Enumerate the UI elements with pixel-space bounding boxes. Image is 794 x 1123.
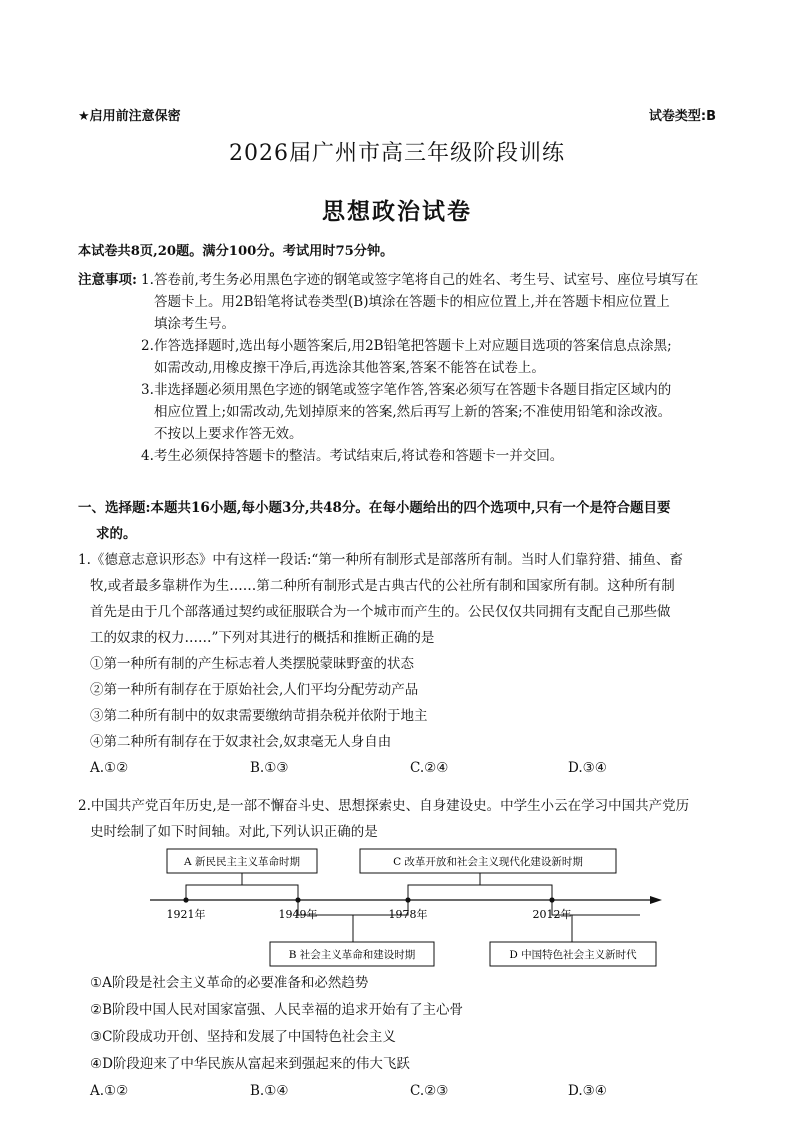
section-line: 求的。 <box>96 526 137 542</box>
notice-line: 考生必须保持答题卡的整洁。考试结束后,将试卷和答题卡一并交回。 <box>154 448 564 464</box>
question-1 <box>78 547 728 781</box>
statement: ③C阶段成功开创、坚持和发展了中国特色社会主义 <box>90 1029 396 1045</box>
notice-line: 作答选择题时,选出每小题答案后,用2B铅笔把答题卡上对应题目选项的答案信息点涂黑; <box>154 338 672 354</box>
notice-item <box>141 335 731 379</box>
option-a[interactable]: A.①② <box>90 760 129 776</box>
period-label-a: A 新民民主主义革命时期 <box>184 856 300 868</box>
section-heading <box>78 495 728 547</box>
option-d[interactable]: D.③④ <box>568 1083 607 1099</box>
notice-item-number: 3. <box>141 382 154 398</box>
question-stem-line: 史时绘制了如下时间轴。对此,下列认识正确的是 <box>90 824 378 840</box>
question-2 <box>78 793 728 845</box>
notice-item <box>141 445 731 467</box>
question-2-choices <box>78 970 728 1104</box>
paper-type: 试卷类型:B <box>648 109 716 124</box>
question-stem-line: 牧,或者最多靠耕作为生……第二种所有制形式是古典古代的公社所有制和国家所有制。这种所有制 <box>90 578 675 594</box>
notice-item <box>141 379 731 445</box>
option-b[interactable]: B.①③ <box>250 760 289 776</box>
party-history-timeline <box>140 845 670 970</box>
notice-items <box>141 269 731 467</box>
notice-item-number: 4. <box>141 448 154 464</box>
subject-title: 思想政治试卷 <box>322 198 472 225</box>
period-bracket-a <box>186 885 298 900</box>
notice-line: 相应位置上;如需改动,先划掉原来的答案,然后再写上新的答案;不准使用铅笔和涂改液。 <box>154 404 672 420</box>
statement: ①A阶段是社会主义革命的必要准备和必然趋势 <box>90 975 369 991</box>
period-label-c: C 改革开放和社会主义现代化建设新时期 <box>393 856 583 868</box>
period-label-b: B 社会主义革命和建设时期 <box>288 949 416 961</box>
year-label: 1949年 <box>278 908 318 921</box>
timeline-arrow-icon <box>650 896 662 904</box>
notice-label: 注意事项: <box>78 272 137 288</box>
statement: ②B阶段中国人民对国家富强、人民幸福的追求开始有了主心骨 <box>90 1002 464 1018</box>
period-label-d: D 中国特色社会主义新时代 <box>509 949 637 961</box>
notice-line: 答卷前,考生务必用黑色字迹的钢笔或签字笔将自己的姓名、考生号、试室号、座位号填写在 <box>154 272 699 288</box>
statement: ④D阶段迎来了中华民族从富起来到强起来的伟大飞跃 <box>90 1056 410 1072</box>
question-stem-line: 1.《德意志意识形态》中有这样一段话:“第一种所有制形式是部落所有制。当时人们靠狩猎、捕鱼、畜 <box>78 552 683 568</box>
notice-item <box>141 269 731 335</box>
answer-options <box>78 755 728 781</box>
statement: ①第一种所有制的产生标志着人类摆脱蒙昧野蛮的状态 <box>90 656 414 672</box>
option-a[interactable]: A.①② <box>90 1083 129 1099</box>
notice-item-number: 1. <box>141 272 154 288</box>
answer-options <box>78 1078 728 1104</box>
notice-line: 如需改动,用橡皮擦干净后,再选涂其他答案,答案不能答在试卷上。 <box>154 360 545 376</box>
year-label: 1978年 <box>388 908 428 921</box>
notice-line: 非选择题必须用黑色字迹的钢笔或签字笔作答,答案必须写在答题卡各题目指定区域内的 <box>154 382 672 398</box>
statement: ④第二种所有制存在于奴隶社会,奴隶毫无人身自由 <box>90 734 392 750</box>
question-stem-line: 首先是由于几个部落通过契约或征服联合为一个城市而产生的。公民仅仅共同拥有支配自己那些做 <box>90 604 671 620</box>
year-label: 1921年 <box>166 908 206 921</box>
notice-item-number: 2. <box>141 338 154 354</box>
exam-title: 2026届广州市高三年级阶段训练 <box>229 141 565 166</box>
period-bracket-c <box>408 885 552 900</box>
section-line: 一、选择题:本题共16小题,每小题3分,共48分。在每小题给出的四个选项中,只有一个是符合题目要 <box>78 500 671 516</box>
option-d[interactable]: D.③④ <box>568 760 607 776</box>
paper-info: 本试卷共8页,20题。满分100分。考试用时75分钟。 <box>78 244 394 259</box>
year-label: 2012年 <box>532 908 572 921</box>
statement: ③第二种所有制中的奴隶需要缴纳苛捐杂税并依附于地主 <box>90 708 428 724</box>
question-stem-line: 工的奴隶的权力……”下列对其进行的概括和推断正确的是 <box>90 630 435 646</box>
option-c[interactable]: C.②③ <box>410 1083 449 1099</box>
statement: ②第一种所有制存在于原始社会,人们平均分配劳动产品 <box>90 682 419 698</box>
question-stem-line: 2.中国共产党百年历史,是一部不懈奋斗史、思想探索史、自身建设史。中学生小云在学习中国共产党历 <box>78 798 690 814</box>
option-c[interactable]: C.②④ <box>410 760 449 776</box>
notice-line: 答题卡上。用2B铅笔将试卷类型(B)填涂在答题卡的相应位置上,并在答题卡相应位置上 <box>154 294 670 310</box>
confidential-mark: ★启用前注意保密 <box>78 109 181 124</box>
notice-line: 填涂考生号。 <box>154 316 235 332</box>
option-b[interactable]: B.①④ <box>250 1083 289 1099</box>
notice-line: 不按以上要求作答无效。 <box>154 426 303 442</box>
